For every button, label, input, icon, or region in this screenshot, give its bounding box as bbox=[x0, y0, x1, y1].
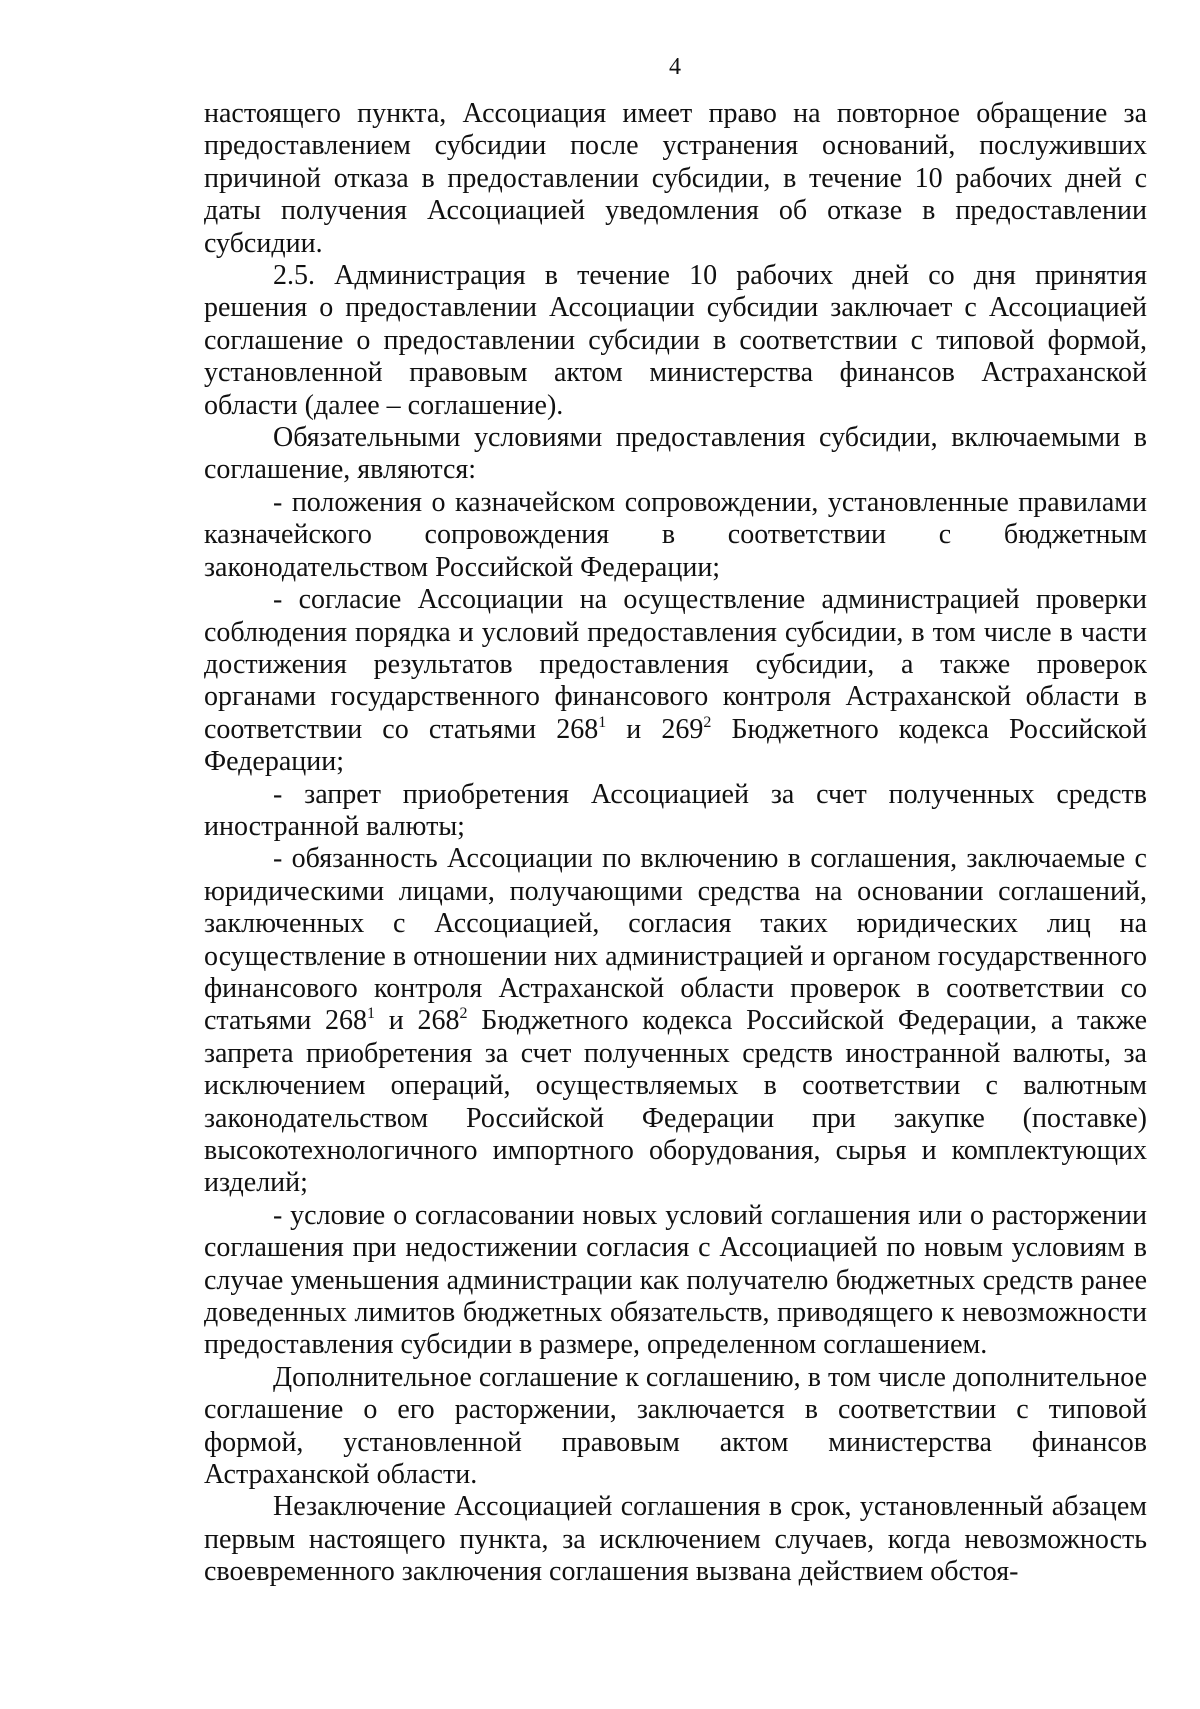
superscript-1: 1 bbox=[598, 713, 607, 731]
list-item-consent-audit-text-a: - согласие Ассоциации на осуществление администрацией проверки соблюдения порядка и условий предоставления субсидии, в том числе в части достижения результатов предоставления субсидии, а также проверок органами государственного финансового контроля Астраханской области в соответствии со статьями 268 bbox=[204, 584, 1147, 745]
paragraph-continuation: настоящего пункта, Ассоциация имеет право на повторное обращение за предоставлением субсидии после устранения оснований, послуживших причиной отказа в предоставлении субсидии, в течение 10 рабочих дней с даты получения Ассоциацией уведомления об отказе в предоставлении субсидии. bbox=[204, 98, 1147, 259]
paragraph-additional-agreement: Дополнительное соглашение к соглашению, в том числе дополнительное соглашение о его расторжении, заключается в соответствии с типовой формой, установленной правовым актом министерства финансов Астраханской области. bbox=[204, 1361, 1147, 1491]
superscript-2: 2 bbox=[459, 1005, 468, 1023]
paragraph-mandatory-conditions: Обязательными условиями предоставления субсидии, включаемыми в соглашение, являются: bbox=[204, 422, 1147, 486]
list-item-consent-audit-text-c: Бюджетного кодекса Российской Федерации; bbox=[204, 713, 1148, 778]
superscript-1: 1 bbox=[367, 1005, 376, 1023]
list-item-consent-audit bbox=[204, 584, 1147, 778]
list-item-obligation-text-c: Бюджетного кодекса Российской Федерации, а также запрета приобретения за счет полученных средств иностранной валюты, за исключением операций, осуществляемых в соответствии с валютным законодательством Российской Федерации при закупке (поставке) высокотехнологичного импортного оборудования, сырья и комплектующих изделий; bbox=[204, 1005, 1148, 1199]
list-item-obligation-text-a: - обязанность Ассоциации по включению в соглашения, заключаемые с юридическими лицами, получающими средства на основании соглашений, заключенных с Ассоциацией, согласия таких юридических лиц на осуществление в отношении них администрацией и органом государственного финансового контроля Астраханской области проверок в соответствии со статьями 268 bbox=[204, 843, 1147, 1037]
list-item-currency-ban: - запрет приобретения Ассоциацией за счет полученных средств иностранной валюты; bbox=[204, 778, 1147, 842]
paragraph-non-conclusion: Незаключение Ассоциацией соглашения в срок, установленный абзацем первым настоящего пункта, за исключением случаев, когда невозможность своевременного заключения соглашения вызвана действием обстоя- bbox=[204, 1491, 1147, 1588]
list-item-obligation-text-b: и 268 bbox=[375, 1005, 460, 1037]
superscript-2: 2 bbox=[703, 713, 712, 731]
paragraph-2-5: 2.5. Администрация в течение 10 рабочих дней со дня принятия решения о предоставлении Ассоциации субсидии заключает с Ассоциацией соглашение о предоставлении субсидии в соответствии с типовой формой, установленной правовым актом министерства финансов Астраханской области (далее – соглашение). bbox=[204, 260, 1147, 421]
list-item-renegotiation: - условие о согласовании новых условий соглашения или о расторжении соглашения при недостижении согласия с Ассоциацией по новым условиям в случае уменьшения администрации как получателю бюджетных средств ранее доведенных лимитов бюджетных обязательств, приводящего к невозможности предоставления субсидии в размере, определенном соглашением. bbox=[204, 1199, 1147, 1361]
list-item-treasury-support: - положения о казначейском сопровождении, установленные правилами казначейского сопровождения в соответствии с бюджетным законодательством Российской Федерации; bbox=[204, 486, 1147, 583]
list-item-obligation bbox=[204, 843, 1147, 1199]
document-body bbox=[204, 98, 1147, 1589]
page-number: 4 bbox=[669, 54, 681, 80]
list-item-consent-audit-text-b: и 269 bbox=[606, 713, 704, 745]
